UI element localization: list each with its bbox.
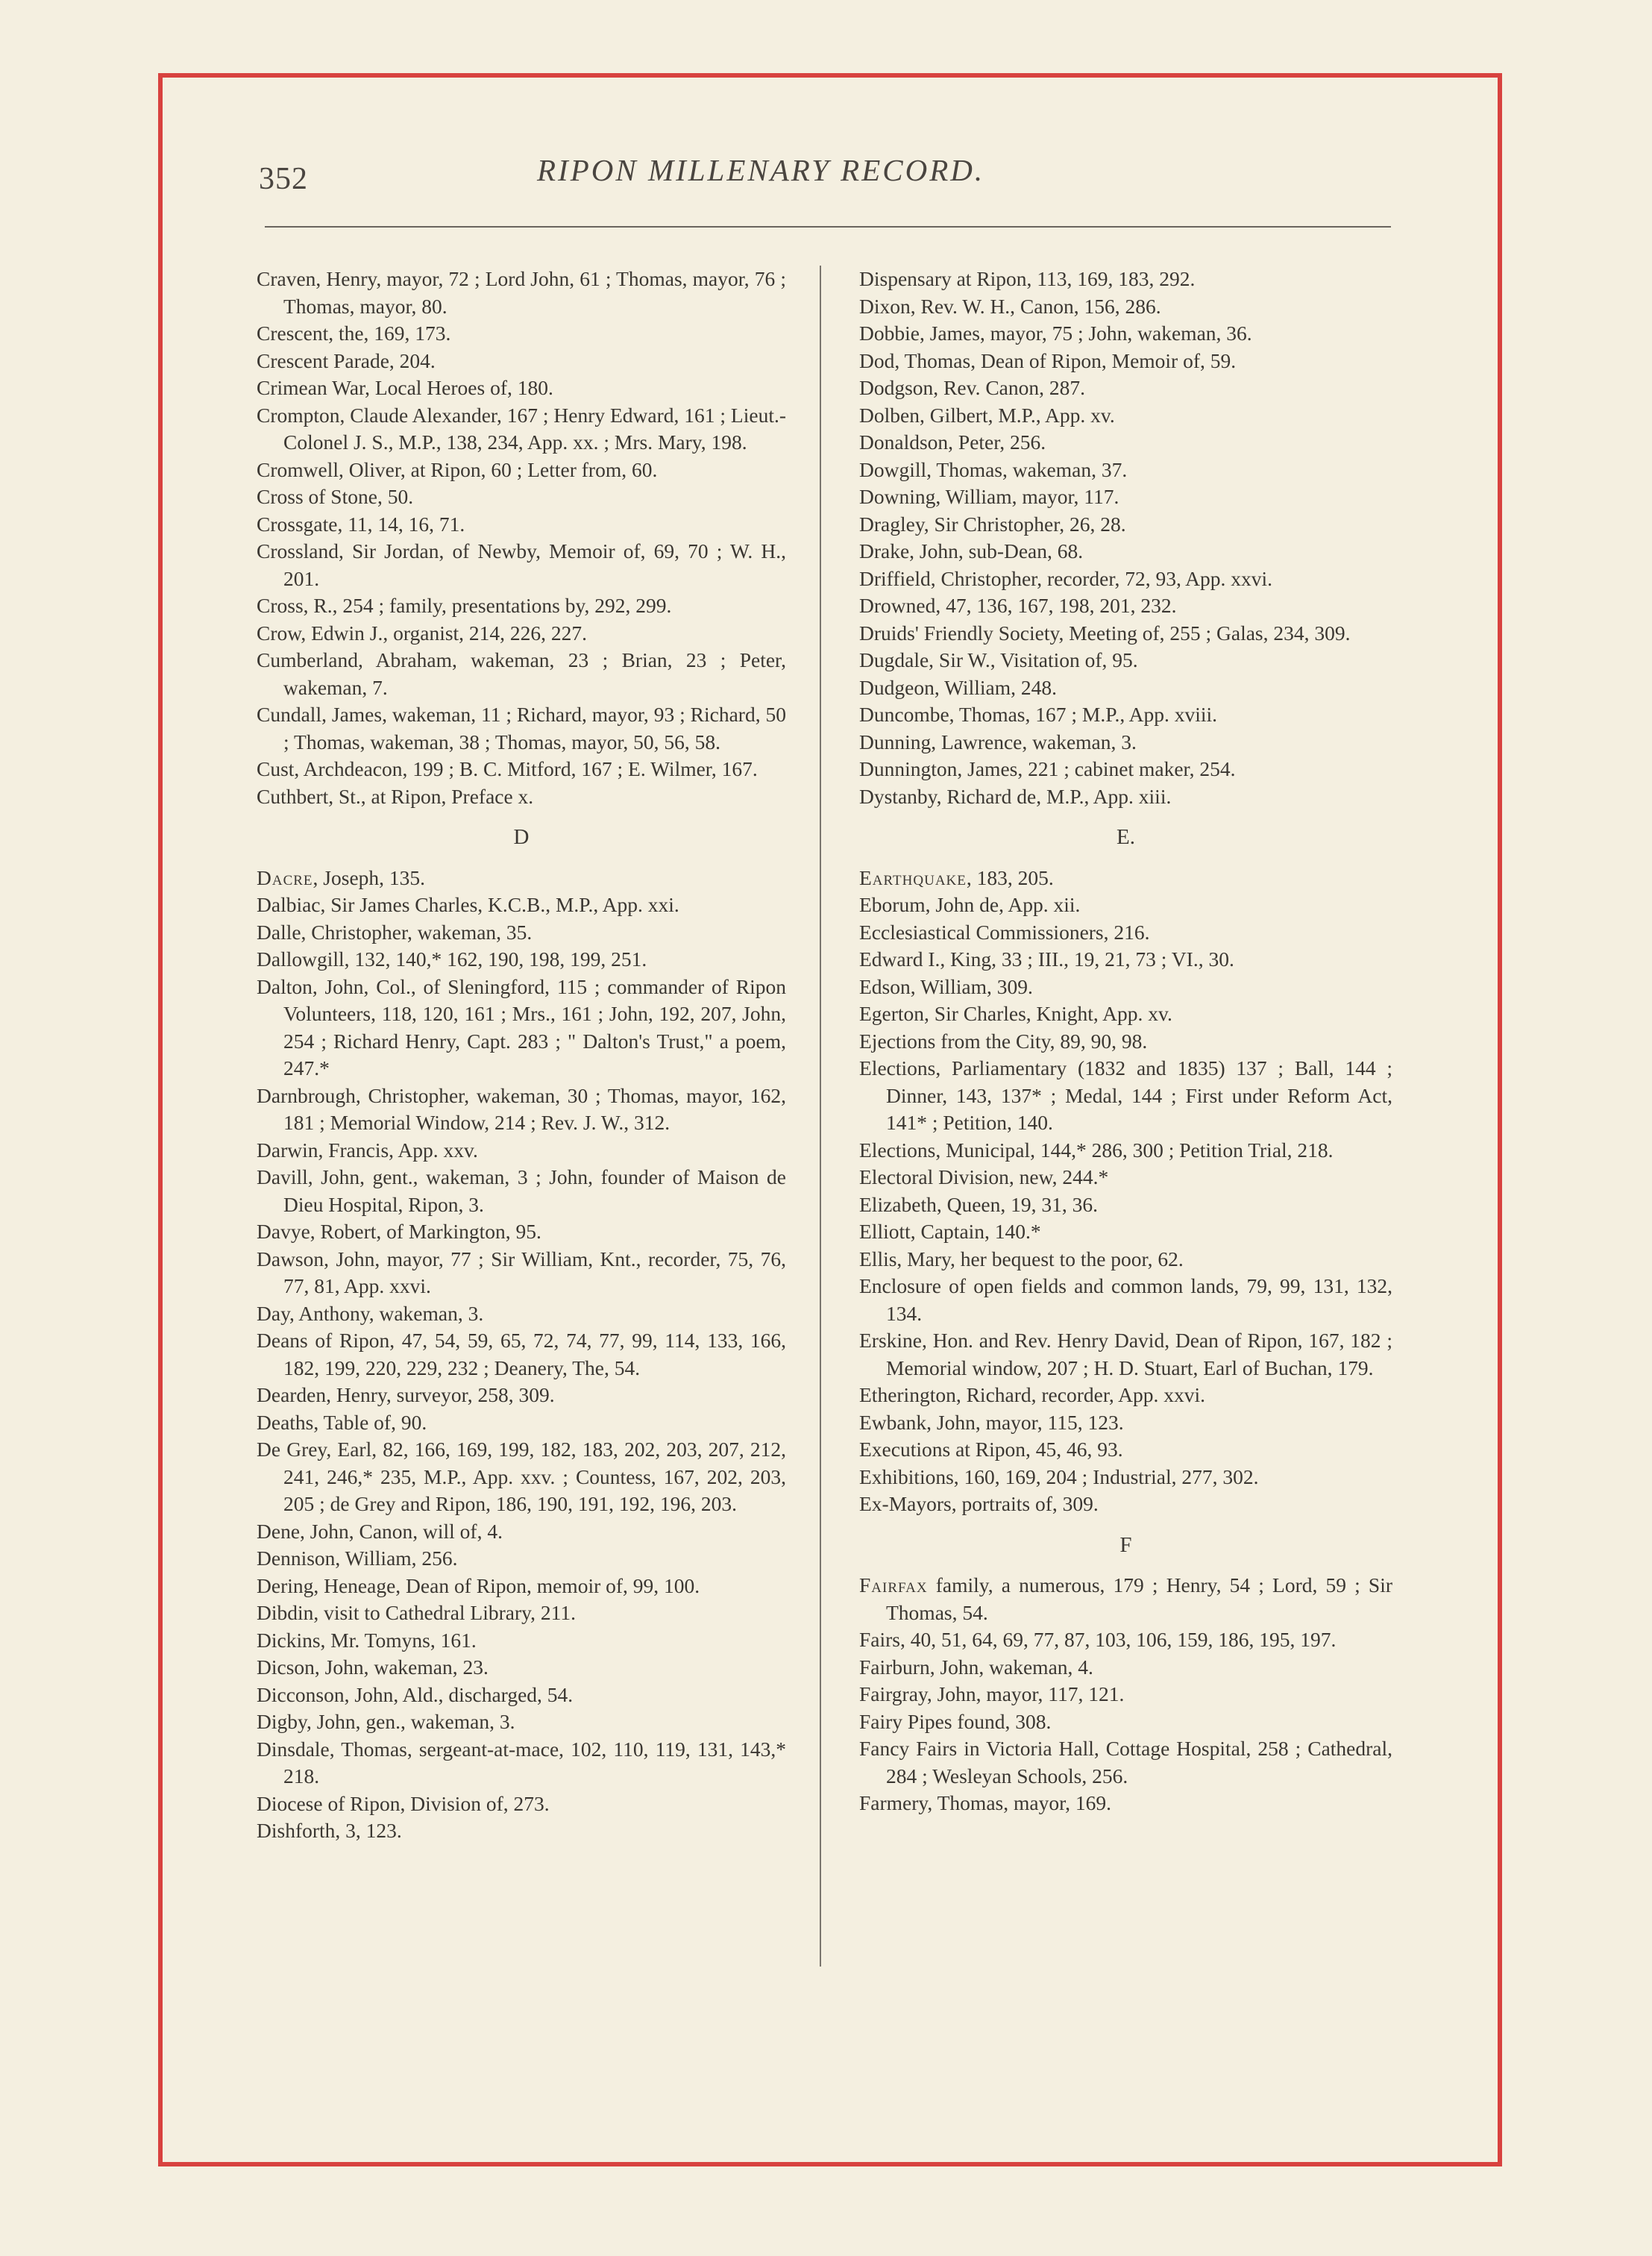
index-entry: Dunnington, James, 221 ; cabinet maker, 254. (859, 757, 1236, 780)
index-entry: Dudgeon, William, 248. (859, 675, 1057, 699)
index-entry: Enclosure of open fields and common lands, 79, 99, 131, 132, 134. (859, 1274, 1392, 1325)
index-entry: Cundall, James, wakeman, 11 ; Richard, mayor, 93 ; Richard, 50 ; Thomas, wakeman, 38 ; Thomas, mayor, 50, 56, 58. (257, 703, 786, 753)
index-entry: Dobbie, James, mayor, 75 ; John, wakeman, 36. (859, 322, 1252, 345)
index-entry: Dolben, Gilbert, M.P., App. xv. (859, 403, 1115, 427)
index-entry: Dibdin, visit to Cathedral Library, 211. (257, 1601, 576, 1624)
index-entry: Fancy Fairs in Victoria Hall, Cottage Hospital, 258 ; Cathedral, 284 ; Wesleyan Schools, 256. (859, 1737, 1392, 1787)
index-entry: Dawson, John, mayor, 77 ; Sir William, Knt., recorder, 75, 76, 77, 81, App. xxvi. (257, 1247, 786, 1297)
index-entry: Cross, R., 254 ; family, presentations by, 292, 299. (257, 594, 672, 617)
page-number: 352 (259, 162, 308, 196)
index-entry: Crimean War, Local Heroes of, 180. (257, 376, 553, 399)
section-d-entries (257, 892, 786, 1845)
index-entry (859, 1572, 1392, 1626)
index-entry: Erskine, Hon. and Rev. Henry David, Dean of Ripon, 167, 182 ; Memorial window, 207 ; H. D. Stuart, Earl of Buchan, 179. (859, 1329, 1392, 1379)
section-c-entries (257, 266, 786, 810)
index-entry: Fairgray, John, mayor, 117, 121. (859, 1682, 1125, 1705)
index-entry: Downing, William, mayor, 117. (859, 485, 1119, 508)
index-entry: Duncombe, Thomas, 167 ; M.P., App. xviii. (859, 703, 1217, 726)
index-entry-small-caps: Fairfax (859, 1573, 928, 1597)
index-entry: Craven, Henry, mayor, 72 ; Lord John, 61 ; Thomas, mayor, 76 ; Thomas, mayor, 80. (257, 267, 786, 318)
index-entry-text: , Joseph, 135. (313, 865, 426, 889)
index-entry: Dearden, Henry, surveyor, 258, 309. (257, 1383, 555, 1406)
index-entry: Ejections from the City, 89, 90, 98. (859, 1029, 1148, 1053)
index-entry: Dod, Thomas, Dean of Ripon, Memoir of, 59. (859, 348, 1237, 372)
index-entry: Electoral Division, new, 244.* (859, 1165, 1109, 1188)
index-entry: Deans of Ripon, 47, 54, 59, 65, 72, 74, 77, 99, 114, 133, 166, 182, 199, 220, 229, 232 ; Deanery, The, 54. (257, 1329, 786, 1379)
index-entry: Elections, Parliamentary (1832 and 1835) 137 ; Ball, 144 ; Dinner, 143, 137* ; Medal, 144 ; First under Reform Act, 141* ; Petition, 140. (859, 1056, 1392, 1134)
index-entry: Crossland, Sir Jordan, of Newby, Memoir of, 69, 70 ; W. H., 201. (257, 539, 786, 590)
index-entry: Dystanby, Richard de, M.P., App. xiii. (859, 784, 1172, 808)
index-entry-text: , 183, 205. (966, 865, 1054, 889)
index-entry-small-caps: Earthquake (859, 865, 967, 889)
index-entry: Elizabeth, Queen, 19, 31, 36. (859, 1192, 1098, 1216)
index-entry: Dickins, Mr. Tomyns, 161. (257, 1628, 477, 1652)
index-entry: Crompton, Claude Alexander, 167 ; Henry Edward, 161 ; Lieut.-Colonel J. S., M.P., 138, 234, App. xx. ; Mrs. Mary, 198. (257, 403, 786, 454)
index-entry-small-caps: Dacre (257, 865, 313, 889)
column-divider (820, 266, 821, 1967)
index-entry: Dodgson, Rev. Canon, 287. (859, 376, 1085, 399)
section-d-continued-entries (859, 266, 1392, 810)
index-entry: Dalton, John, Col., of Sleningford, 115 ; commander of Ripon Volunteers, 118, 120, 161 ; Mrs., 161 ; John, 192, 207, John, 254 ; Richard Henry, Capt. 283 ; " Dalton's Trust," a poem, 247.* (257, 974, 786, 1080)
index-column-right (859, 266, 1392, 1817)
running-head: RIPON MILLENARY RECORD. (537, 153, 985, 187)
section-f-entries (859, 1626, 1392, 1817)
index-entry: Dalbiac, Sir James Charles, K.C.B., M.P., App. xxi. (257, 893, 679, 916)
index-entry: Eborum, John de, App. xii. (859, 893, 1081, 916)
index-entry: Dishforth, 3, 123. (257, 1819, 402, 1842)
section-e-entries (859, 892, 1392, 1518)
index-entry-text: family, a numerous, 179 ; Henry, 54 ; Lord, 59 ; Sir Thomas, 54. (886, 1573, 1392, 1624)
index-entry: Cust, Archdeacon, 199 ; B. C. Mitford, 167 ; E. Wilmer, 167. (257, 757, 758, 780)
index-entry: Dispensary at Ripon, 113, 169, 183, 292. (859, 267, 1196, 290)
index-entry: Darwin, Francis, App. xxv. (257, 1138, 478, 1162)
index-entry: Day, Anthony, wakeman, 3. (257, 1301, 484, 1325)
header-rule (265, 226, 1391, 228)
index-entry: Fairburn, John, wakeman, 4. (859, 1655, 1093, 1679)
index-entry: Digby, John, gen., wakeman, 3. (257, 1710, 515, 1733)
index-entry: Druids' Friendly Society, Meeting of, 255 ; Galas, 234, 309. (859, 621, 1351, 645)
index-entry: Fairy Pipes found, 308. (859, 1709, 1052, 1733)
index-entry: Donaldson, Peter, 256. (859, 430, 1046, 454)
index-entry: Davye, Robert, of Markington, 95. (257, 1220, 541, 1243)
index-entry: Dalle, Christopher, wakeman, 35. (257, 920, 533, 944)
index-entry: Deaths, Table of, 90. (257, 1410, 427, 1434)
index-entry: Dicconson, John, Ald., discharged, 54. (257, 1682, 574, 1706)
index-entry: Dennison, William, 256. (257, 1547, 458, 1570)
index-entry: Diocese of Ripon, Division of, 273. (257, 1791, 550, 1815)
index-column-left (257, 266, 786, 1845)
index-entry: Davill, John, gent., wakeman, 3 ; John, founder of Maison de Dieu Hospital, Ripon, 3. (257, 1165, 786, 1216)
index-entry: Dicson, John, wakeman, 23. (257, 1655, 489, 1679)
index-entry: Dene, John, Canon, will of, 4. (257, 1519, 503, 1543)
index-entry: Ewbank, John, mayor, 115, 123. (859, 1410, 1124, 1434)
index-entry: Drowned, 47, 136, 167, 198, 201, 232. (859, 594, 1177, 617)
index-entry: Exhibitions, 160, 169, 204 ; Industrial, 277, 302. (859, 1464, 1259, 1488)
index-entry: Dallowgill, 132, 140,* 162, 190, 198, 199, 251. (257, 947, 647, 971)
index-entry: Crow, Edwin J., organist, 214, 226, 227. (257, 621, 588, 645)
index-entry: Dinsdale, Thomas, sergeant-at-mace, 102, 110, 119, 131, 143,* 218. (257, 1737, 786, 1787)
index-entry: Dugdale, Sir W., Visitation of, 95. (859, 648, 1138, 671)
index-entry: Dragley, Sir Christopher, 26, 28. (859, 512, 1126, 536)
section-letter-e: E. (1116, 825, 1135, 849)
index-entry: Elections, Municipal, 144,* 286, 300 ; Petition Trial, 218. (859, 1138, 1334, 1162)
index-entry: Dunning, Lawrence, wakeman, 3. (859, 730, 1137, 753)
index-entry: Crescent, the, 169, 173. (257, 322, 451, 345)
index-entry: Driffield, Christopher, recorder, 72, 93, App. xxvi. (859, 566, 1273, 590)
section-letter-d: D (513, 825, 530, 849)
index-entry: Egerton, Sir Charles, Knight, App. xv. (859, 1002, 1172, 1025)
index-entry: Cross of Stone, 50. (257, 485, 414, 508)
index-entry: Etherington, Richard, recorder, App. xxvi. (859, 1383, 1205, 1406)
index-entry: Executions at Ripon, 45, 46, 93. (859, 1438, 1123, 1461)
index-entry: Cuthbert, St., at Ripon, Preface x. (257, 784, 534, 808)
index-entry: Edson, William, 309. (859, 974, 1033, 998)
index-entry: Farmery, Thomas, mayor, 169. (859, 1791, 1112, 1814)
index-entry: Dowgill, Thomas, wakeman, 37. (859, 457, 1128, 481)
index-entry: Crescent Parade, 204. (257, 348, 436, 372)
index-entry: De Grey, Earl, 82, 166, 169, 199, 182, 183, 202, 203, 207, 212, 241, 246,* 235, M.P., App. xxv. ; Countess, 167, 202, 203, 205 ; de Grey and Ripon, 186, 190, 191, 192, 196, 203. (257, 1438, 786, 1515)
index-entry: Darnbrough, Christopher, wakeman, 30 ; Thomas, mayor, 162, 181 ; Memorial Window, 214 ; Rev. J. W., 312. (257, 1083, 786, 1134)
index-entry: Fairs, 40, 51, 64, 69, 77, 87, 103, 106, 159, 186, 195, 197. (859, 1628, 1337, 1651)
index-entry: Dixon, Rev. W. H., Canon, 156, 286. (859, 294, 1161, 318)
index-entry: Edward I., King, 33 ; III., 19, 21, 73 ; VI., 30. (859, 947, 1234, 971)
index-entry: Cromwell, Oliver, at Ripon, 60 ; Letter from, 60. (257, 457, 658, 481)
index-entry: Ex-Mayors, portraits of, 309. (859, 1492, 1099, 1515)
index-entry: Crossgate, 11, 14, 16, 71. (257, 512, 465, 536)
index-entry: Ellis, Mary, her bequest to the poor, 62. (859, 1247, 1184, 1270)
index-entry: Elliott, Captain, 140.* (859, 1220, 1041, 1243)
index-entry: Drake, John, sub-Dean, 68. (859, 539, 1084, 563)
section-letter-f: F (1119, 1532, 1132, 1557)
index-entry (859, 865, 1392, 892)
index-entry: Ecclesiastical Commissioners, 216. (859, 920, 1150, 944)
index-entry: Cumberland, Abraham, wakeman, 23 ; Brian, 23 ; Peter, wakeman, 7. (257, 648, 786, 699)
index-entry (257, 865, 786, 892)
index-entry: Dering, Heneage, Dean of Ripon, memoir of, 99, 100. (257, 1573, 700, 1597)
